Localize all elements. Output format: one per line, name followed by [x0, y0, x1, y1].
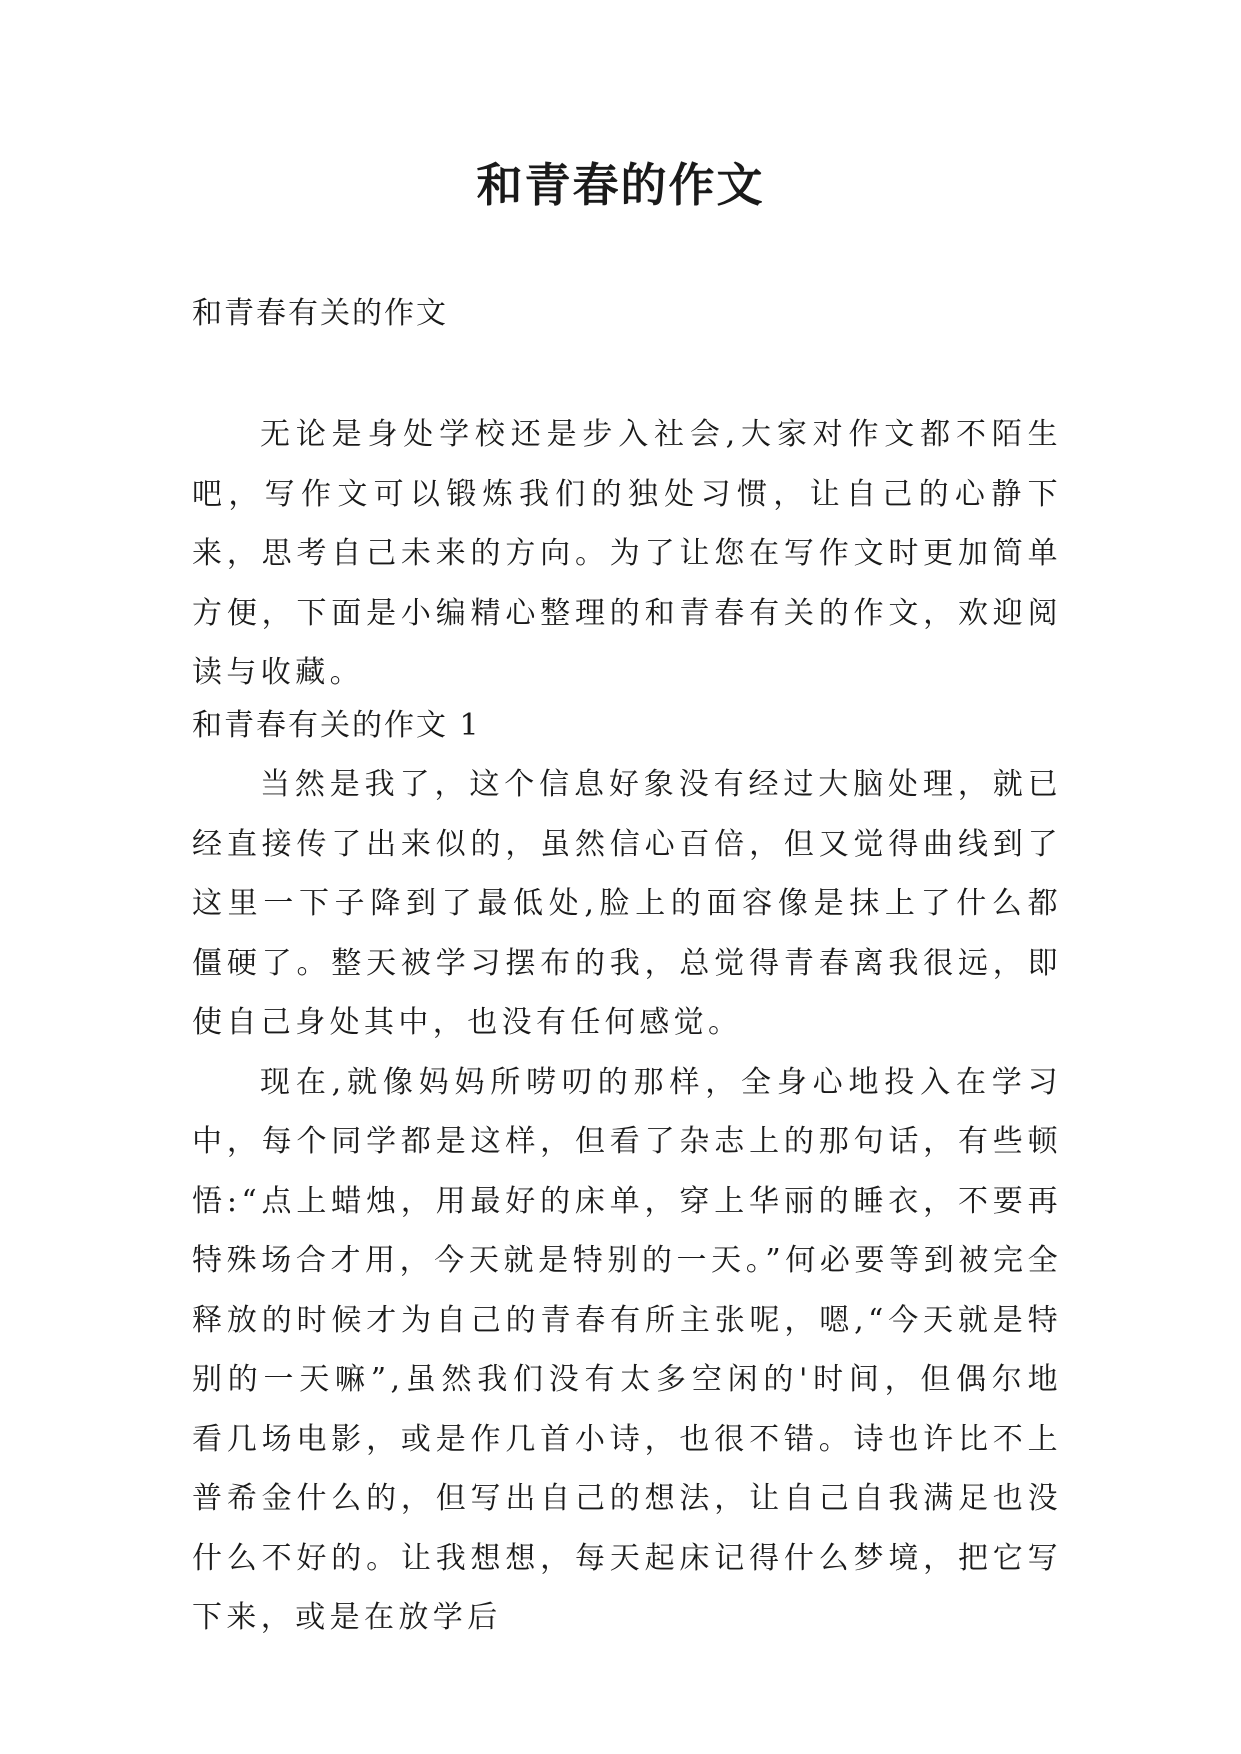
section-body [192, 755, 1062, 1648]
body-paragraph-2: 现在,就像妈妈所唠叨的那样，全身心地投入在学习中，每个同学都是这样，但看了杂志上的那句话，有些顿悟:“点上蜡烛，用最好的床单，穿上华丽的睡衣，不要再特殊场合才用，今天就是特别的一天。”何必要等到被完全释放的时候才为自己的青春有所主张呢，嗯,“今天就是特别的一天嘛”,虽然我们没有太多空闲的'时间，但偶尔地看几场电影，或是作几首小诗，也很不错。诗也许比不上普希金什么的，但写出自己的想法，让自己自我满足也没什么不好的。让我想想，每天起床记得什么梦境，把它写下来，或是在放学后 [192, 1064, 1062, 1635]
document-title: 和青春的作文 [476, 158, 765, 212]
intro-paragraph: 无论是身处学校还是步入社会,大家对作文都不陌生吧，写作文可以锻炼我们的独处习惯，让自己的心静下来，思考自己未来的方向。为了让您在写作文时更加简单方便，下面是小编精心整理的和青春有关的作文，欢迎阅读与收藏。 [192, 417, 1062, 690]
document-subtitle: 和青春有关的作文 [192, 296, 448, 331]
body-paragraph-1: 当然是我了，这个信息好象没有经过大脑处理，就已经直接传了出来似的，虽然信心百倍，但又觉得曲线到了这里一下子降到了最低处,脸上的面容像是抹上了什么都僵硬了。整天被学习摆布的我，总觉得青春离我很远，即使自己身处其中，也没有任何感觉。 [192, 767, 1062, 1040]
section-heading: 和青春有关的作文 1 [192, 708, 481, 743]
